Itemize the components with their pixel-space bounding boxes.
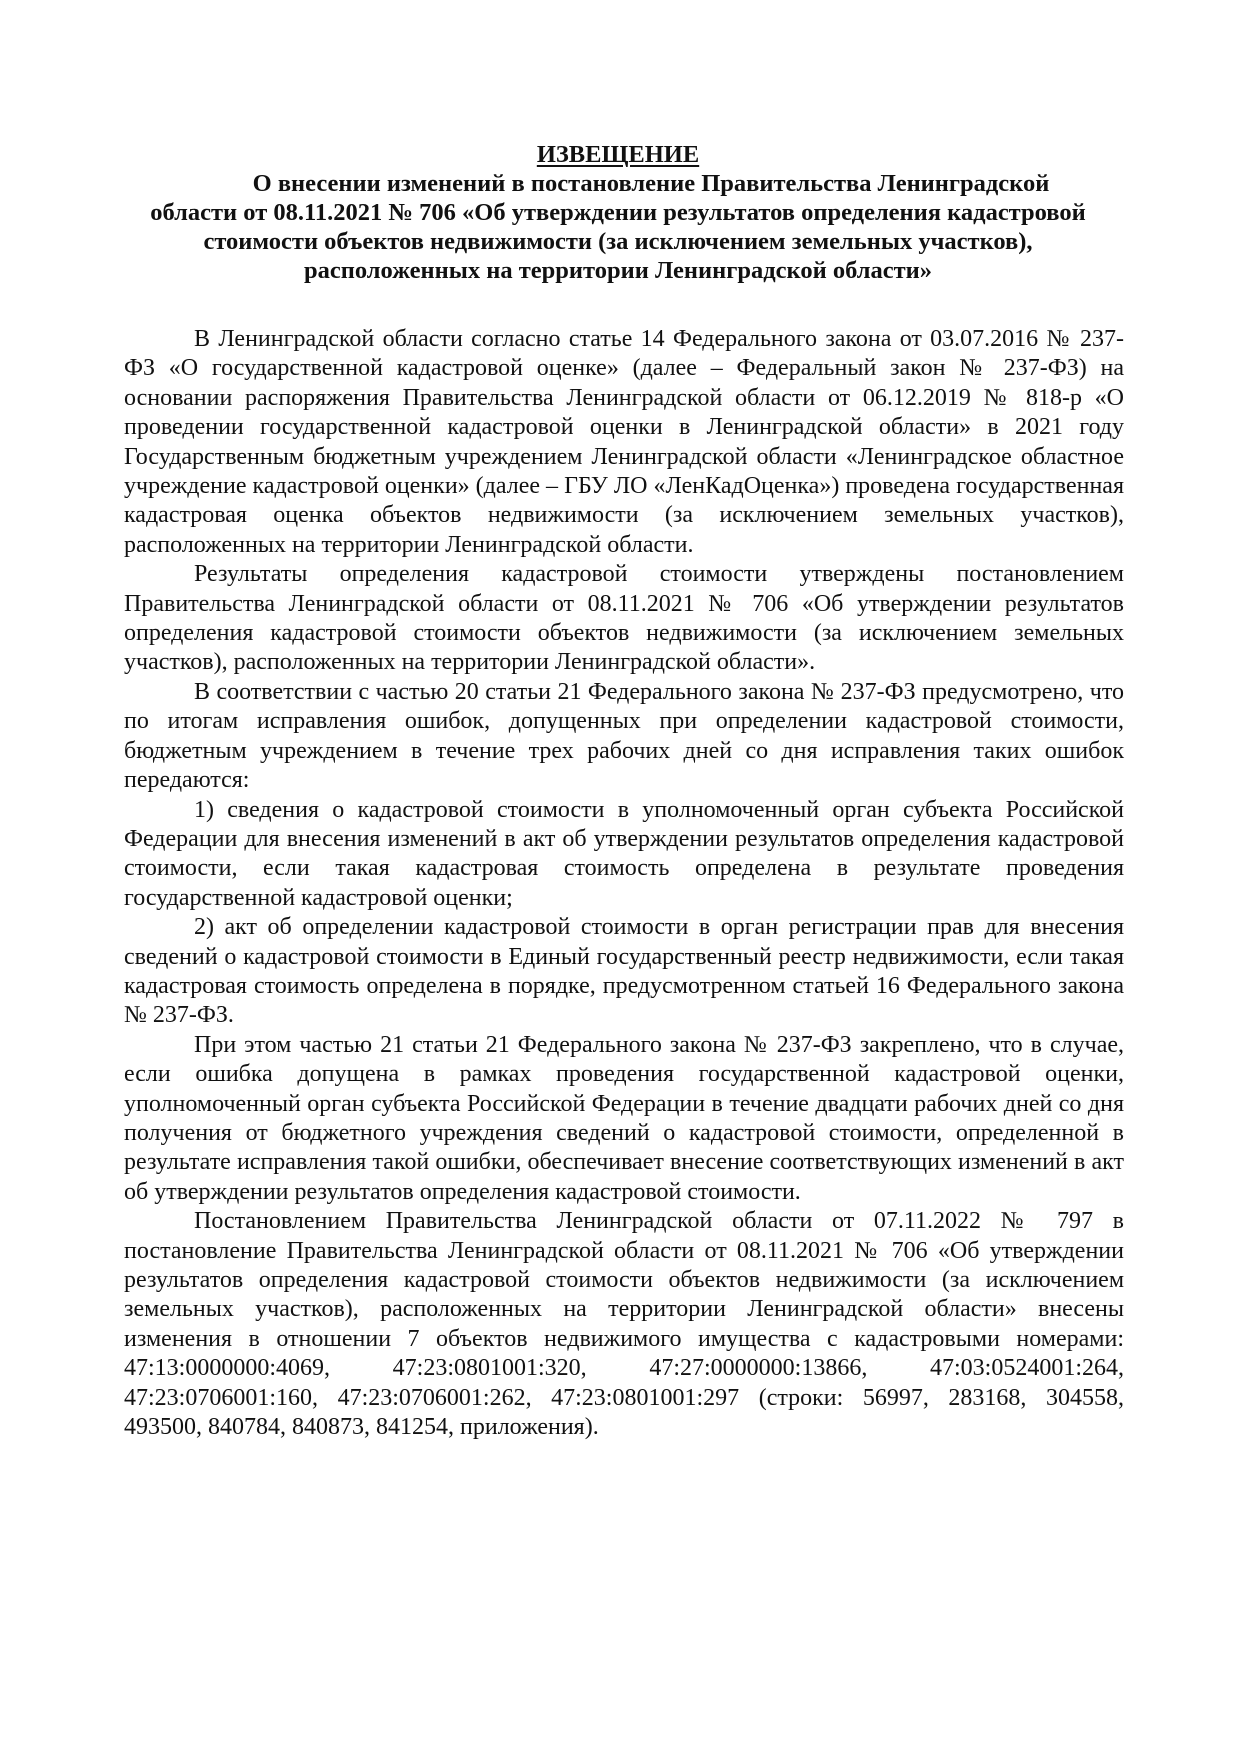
paragraph-2: Результаты определения кадастровой стоимости утверждены постановлением Правительства Ленинградской области от 08.11.2021 № 706 «Об утверждении результатов определения кадастровой стоимости объектов недвижимости (за исключением земельных участков), расположенных на территории Ленинградской области». [124, 561, 1124, 676]
document-body [124, 325, 1124, 1442]
subject-line-2: области от 08.11.2021 № 706 «Об утверждении результатов определения кадастровой [150, 199, 1086, 226]
document-header [118, 140, 1118, 285]
list-item-1: 1) сведения о кадастровой стоимости в уполномоченный орган субъекта Российской Федерации для внесения изменений в акт об утверждении результатов определения кадастровой стоимости, если такая кадастровая стоимость определена в результате проведения государственной кадастровой оценки; [124, 796, 1124, 911]
paragraph-4: При этом частью 21 статьи 21 Федерального закона № 237-ФЗ закреплено, что в случае, если ошибка допущена в рамках проведения государственной кадастровой оценки, уполномоченный орган субъекта Российской Федерации в течение двадцати рабочих дней со дня получения от бюджетного учреждения сведений о кадастровой стоимости, определенной в результате исправления такой ошибки, обеспечивает внесение соответствующих изменений в акт об утверждении результатов определения кадастровой стоимости. [124, 1031, 1124, 1205]
subject-line-3: стоимости объектов недвижимости (за исключением земельных участков), [203, 228, 1033, 255]
paragraph-5: Постановлением Правительства Ленинградской области от 07.11.2022 № 797 в постановление Правительства Ленинградской области от 08.11.2021 № 706 «Об утверждении результатов определения кадастровой стоимости объектов недвижимости (за исключением земельных участков), расположенных на территории Ленинградской области» внесены изменения в отношении 7 объектов недвижимого имущества с кадастровыми номерами: 47:13:0000000:4069, 47:23:0801001:320, 47:27:0000000:13866, 47:03:0524001:264, 47:23:0706001:160, 47:23:0706001:262, 47:23:0801001:297 (строки: 56997, 283168, 304558, 493500, 840784, 840873, 841254, приложения). [124, 1208, 1124, 1441]
paragraph-3: В соответствии с частью 20 статьи 21 Федерального закона № 237-ФЗ предусмотрено, что по итогам исправления ошибок, допущенных при определении кадастровой стоимости, бюджетным учреждением в течение трех рабочих дней со дня исправления таких ошибок передаются: [124, 678, 1124, 794]
paragraph-1: В Ленинградской области согласно статье 14 Федерального закона от 03.07.2016 № 237-ФЗ «О государственной кадастровой оценке» (далее – Федеральный закон № 237-ФЗ) на основании распоряжения Правительства Ленинградской области от 06.12.2019 № 818-р «О проведении государственной кадастровой оценки в Ленинградской области» в 2021 году Государственным бюджетным учреждением Ленинградской области «Ленинградское областное учреждение кадастровой оценки» (далее – ГБУ ЛО «ЛенКадОценка») проведена государственная кадастровая оценка объектов недвижимости (за исключением земельных участков), расположенных на территории Ленинградской области. [124, 326, 1124, 558]
list-item-2: 2) акт об определении кадастровой стоимости в орган регистрации прав для внесения сведений о кадастровой стоимости в Единый государственный реестр недвижимости, если такая кадастровая стоимость определена в порядке, предусмотренном статьей 16 Федерального закона № 237-ФЗ. [124, 914, 1124, 1029]
document-title: ИЗВЕЩЕНИЕ [536, 141, 700, 168]
subject-line-4: расположенных на территории Ленинградской области» [304, 257, 932, 284]
subject-line-1: О внесении изменений в постановление Правительства Ленинградской [252, 170, 1050, 197]
